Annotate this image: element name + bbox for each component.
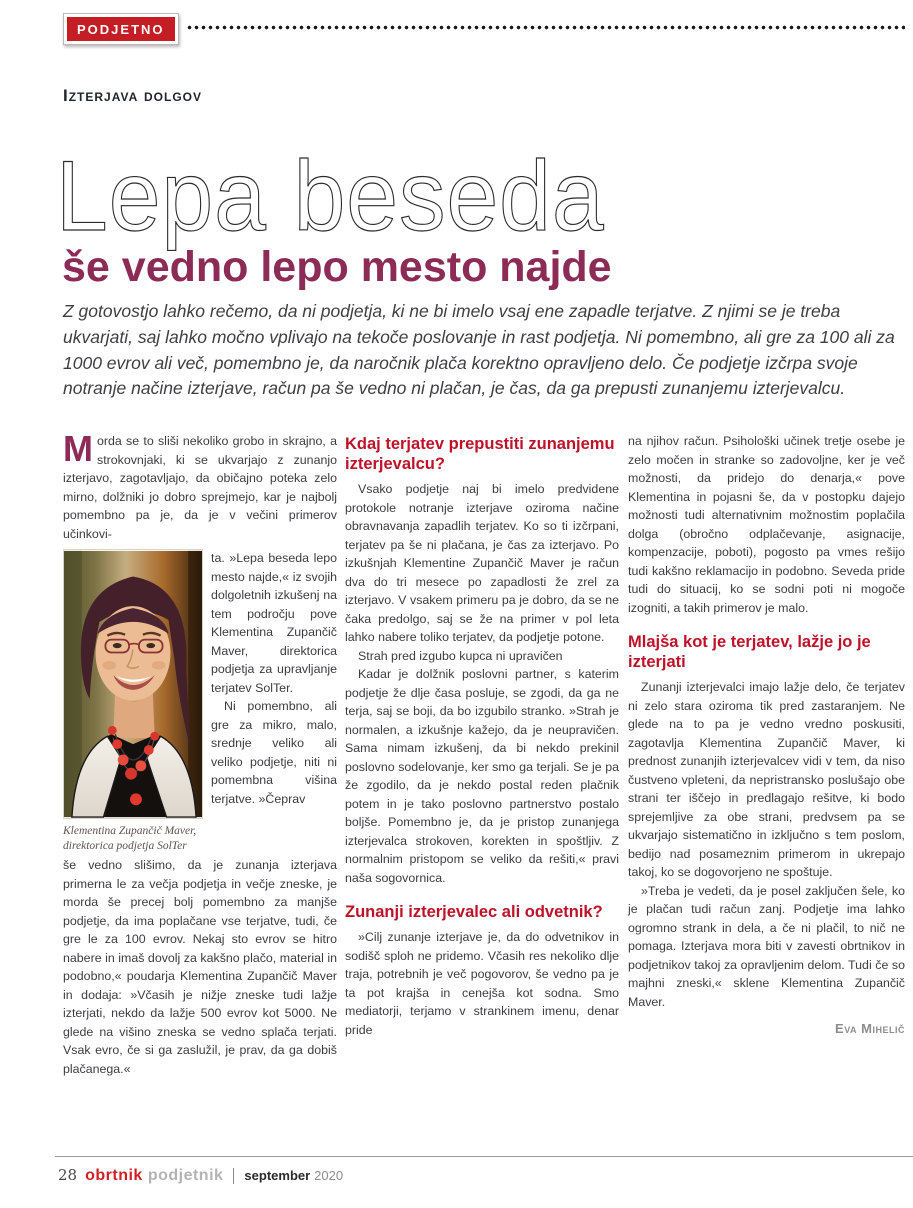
paragraph — [63, 428, 337, 543]
page-footer — [58, 1166, 343, 1185]
article-title: Lepa beseda — [56, 140, 605, 251]
column-left — [63, 428, 337, 1078]
paragraph: »Treba je vedeti, da je posel zaključen šele, ko je plačan tudi račun zanj. Podjetje ima lahko ogromno strank in dela, a če ni plačil, to nič ne pomaga. Izterjava mora biti v zavesti obrtnikov in podjetnikov takoj za opravljenim delom. Tudi če so majhni zneski,« sklene Klementina Zupančič Maver. — [628, 883, 905, 1009]
photo-side-text — [211, 549, 337, 853]
paragraph: še vedno slišimo, da je zunanja izterjava primerna le za večja podjetja in večje zneske, je morda še precej bolj pomembno za manjše podjetje, da ima poplačane vse terjatve, tudi, če gre le za 100 evrov. Nekaj sto evrov se hitro nabere in imaš dovolj za kakšno plačo, material in podobno,« poudarja Klementina Zupančič Maver in dodaja: »Včasih je nižje zneske tudi lažje izterjati, nekdo da lažje 500 evrov kot 5000. Ne glede na višino zneska se vedno splača terjati. Vsak evro, če si ga zaslužil, je prav, da ga dobiš plačanega.« — [63, 858, 337, 1076]
page-number: 28 — [58, 1166, 78, 1184]
paragraph: Strah pred izgubo kupca ni upravičen — [358, 648, 563, 663]
paragraph-text: orda se to sliši nekoliko grobo in skrajno, a strokovnjaki, ki se ukvarjajo z zunanjo izterjavo, zagotavljajo, da običajno poteka zelo mirno, dolžniki jo dobro sprejmejo, kar je najbolj pomembno pa je, da je v večini primerov učinkovi- — [63, 434, 337, 541]
paragraph: Kadar je dolžnik poslovni partner, s katerim podjetje že dlje časa posluje, se zgodi, da ga ne terja, saj se boji, da bo izgubilo stranko. »Strah je normalen, a izkušnje kažejo, da je neupravičen. Sama nimam izkušenj, da bi nekdo prekinil poslovno sodelovanje, ker smo ga terjali. Se je pa že zgodilo, da je nekdo postal reden plačnik potem in je tako poslovno partnerstvo postalo boljše. Pomembno je, da je pristop zunanjega izterjevalca strokoven, korekten in spoštljiv. Z normalnim pristopom se veliko da rešiti,« pravi naša sogovornica. — [345, 667, 619, 885]
subheading: Mlajša kot je terjatev, lažje jo je izterjati — [628, 633, 871, 671]
dotted-divider — [187, 25, 905, 30]
footer-divider — [233, 1168, 234, 1184]
subheading: Kdaj terjatev prepustiti zunanjemu izterjevalcu? — [345, 435, 615, 473]
article-lead: Z gotovostjo lahko rečemo, da ni podjetja, ki ne bi imelo vsaj ene zapadle terjatve. Z njimi se je treba ukvarjati, saj lahko močno vplivajo na tekoče poslovanje in rast podjetja. Ni pomembno, ali gre za 100 ali za 1000 evrov ali več, pomembno je, da naročnik plača korektno opravljeno delo. Če podjetje izčrpa svoje notranje načine izterjave, račun pa še vedno ni plačan, je čas, da ga prepusti zunanjemu izterjevalcu. — [63, 301, 895, 399]
magazine-brand-podjetnik: podjetnik — [147, 1167, 224, 1184]
paragraph: na njihov račun. Psihološki učinek tretje osebe je zelo močen in stranke so zadovoljne, ker je več možnosti, da pridejo do denarja,« pove Klementina in pojasni še, da v postopku dajejo možnosti tudi alternativnim možnostim poplačila dolga (obročno odplačevanje, asignacije, kompenzacije, poboti), pogosto pa vmes rešijo tudi kakšno reklamacijo in podobno. Seveda pride tudi do situacij, ko se sodni poti ni mogoče izogniti, a takih primerov je malo. — [628, 434, 905, 615]
subheading: Zunanji izterjevalec ali odvetnik? — [345, 903, 603, 921]
issue-month: september — [244, 1168, 311, 1183]
paragraph: Ni pomembno, ali gre za mikro, malo, srednje veliko ali veliko podjetje, niti ni pomembna višina terjatve. »Čeprav — [211, 699, 337, 806]
paragraph: Zunanji izterjevalci imajo lažje delo, če terjatev ni zelo stara oziroma tik pred zastaranjem. Ne glede na to pa je vedno vredno poskusiti, zagotavlja Klementina Zupančič Maver, ki prednost zunanjih izterjevalcev vidi v tem, da niso čustveno vpleteni, da nepristransko poslušajo obe strani ter iščejo in predlagajo rešitve, ki bodo sprejemljive za obe strani, predvsem pa se ukvarjajo sistematično in izključno s tem poslom, bedijo nad posameznim primerom in ukrepajo takoj, ko se dogovorjeno ne spoštuje. — [628, 680, 905, 879]
drop-cap: M — [63, 428, 93, 469]
magazine-brand-obrtnik: obrtnik — [85, 1167, 143, 1184]
photo-caption — [63, 824, 203, 853]
paragraph: Vsako podjetje naj bi imelo predvidene protokole notranje izterjave oziroma načine obravnavanja zapadlih terjatev. Ko so ti izčrpani, terjatev pa še ni plačana, je čas za izterjavo. Po izkušnjah Klementine Zupančič Maver je račun dva do tri mesece po zapadlosti že zrel za izterjavo. V vsakem primeru pa je dobro, da se ne čaka predolgo, saj se že na primer v pol leta lahko nabere toliko terjatev, da podjetje potone. — [345, 482, 619, 644]
photo-block — [63, 549, 337, 853]
paragraph: »Cilj zunanje izterjave je, da do odvetnikov in sodišč sploh ne pridemo. Včasih res nekoliko dlje traja, potrebnih je več pogovorov, še vedno pa je ta pot krajša in cenejša kot sodna. Smo mediatorji, terjamo v strankinem imenu, denar pride — [345, 930, 619, 1037]
photo-caption-line2: direktorica podjetja SolTer — [63, 839, 187, 852]
section-badge — [63, 13, 179, 45]
article-subtitle: še vedno lepo mesto najde — [62, 243, 612, 291]
author-byline: Eva Mihelič — [835, 1021, 905, 1036]
section-badge-label: PODJETNO — [67, 17, 175, 41]
figure — [63, 549, 203, 853]
article-kicker: Izterjava dolgov — [63, 86, 203, 105]
column-middle — [345, 432, 619, 1039]
photo-caption-line1: Klementina Zupančič Maver, — [63, 825, 197, 837]
footer-rule — [55, 1156, 913, 1157]
column-right — [628, 432, 905, 1036]
issue-year: 2020 — [314, 1168, 344, 1183]
paragraph: ta. »Lepa beseda lepo mesto najde,« iz svojih dolgoletnih izkušenj na tem področju pove Klementina Zupančič Maver, direktorica podjetja za upravljanje terjatev SolTer. — [211, 551, 337, 695]
portrait-photo — [63, 549, 203, 819]
